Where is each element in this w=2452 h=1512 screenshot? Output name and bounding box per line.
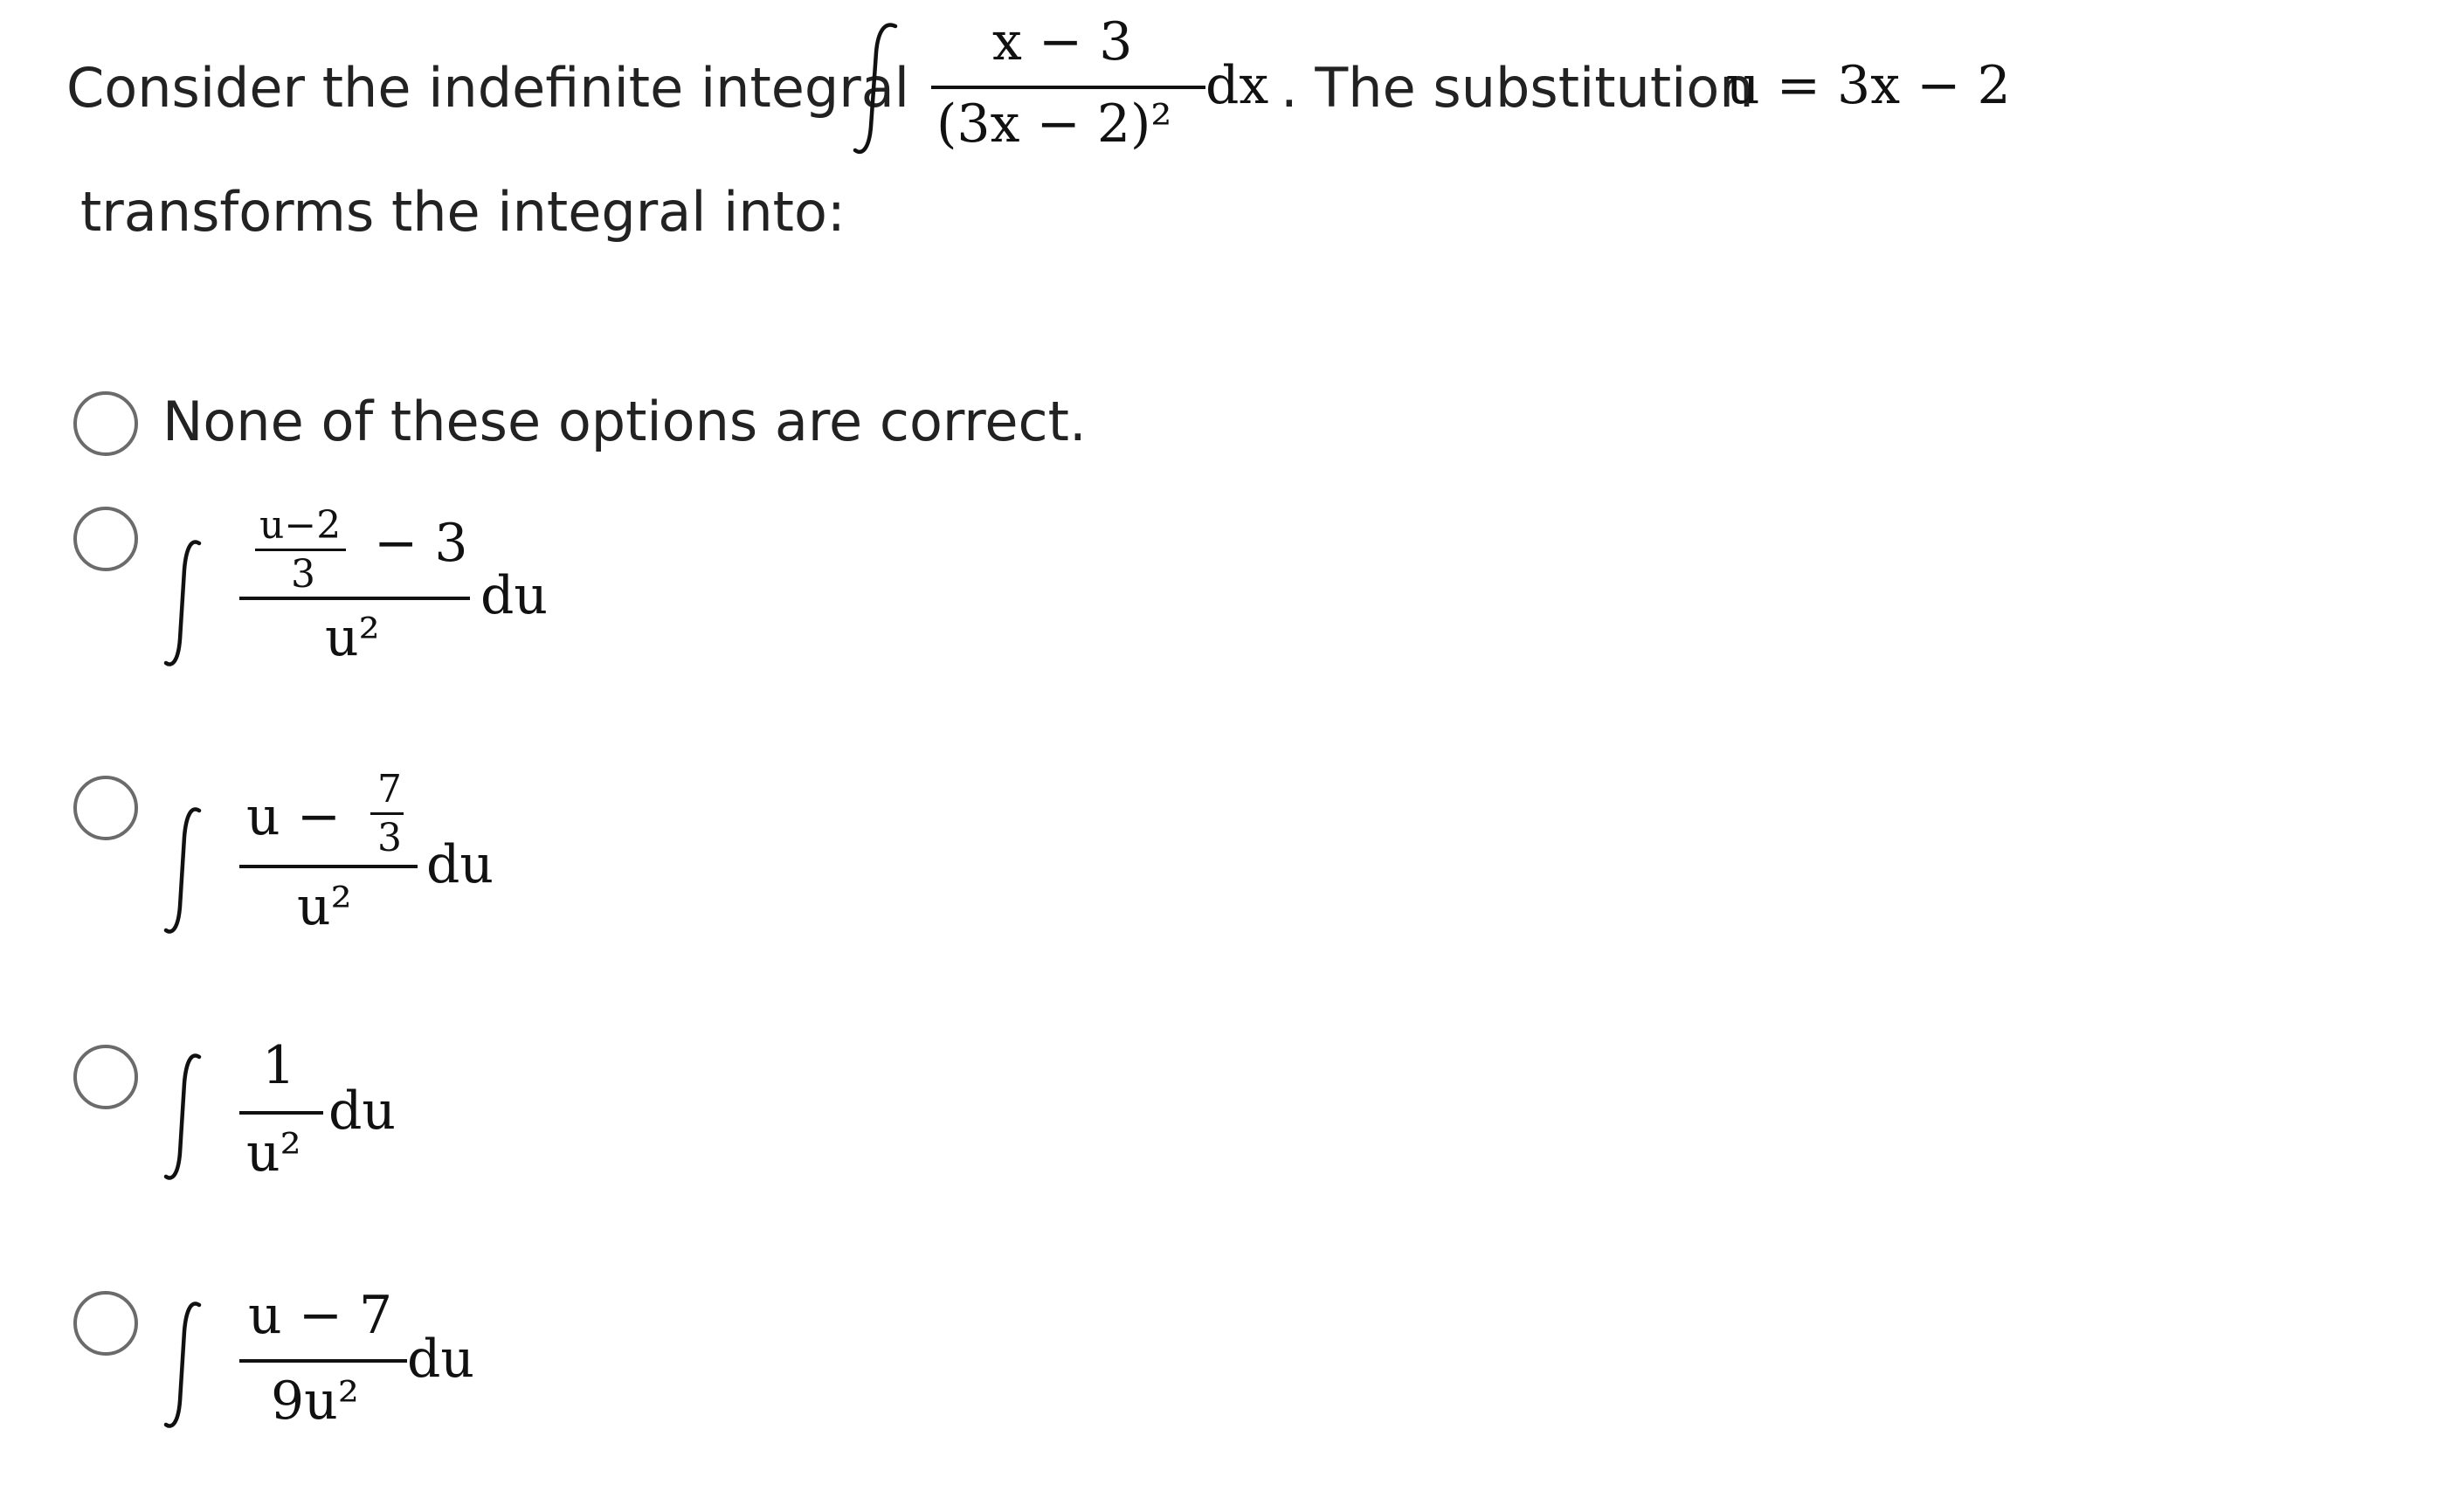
option-d-differential: du — [407, 1329, 475, 1390]
option-a-inner-numerator: u−2 — [259, 503, 342, 548]
option-a-numerator-rest: − 3 — [374, 513, 468, 574]
option-b-inner-fraction-bar — [370, 812, 404, 815]
integral-sign — [852, 17, 904, 162]
option-c-differential: du — [328, 1080, 397, 1142]
option-a-fraction-bar — [239, 597, 470, 600]
integral-fraction-bar — [931, 86, 1205, 89]
radio-button-c[interactable] — [73, 1045, 138, 1109]
integral-denominator: (3x − 2)² — [936, 93, 1172, 155]
radio-button-none[interactable] — [73, 391, 138, 456]
integral-sign — [162, 535, 206, 674]
question-text-before: Consider the indefinite integral — [66, 56, 909, 120]
option-c-fraction-bar — [239, 1111, 323, 1115]
integral-differential: dx — [1205, 55, 1269, 116]
option-d-numerator: u − 7 — [248, 1285, 393, 1346]
substitution-expression: u = 3x − 2 — [1726, 55, 2011, 116]
option-b-fraction-bar — [239, 865, 418, 868]
question-text-after: . The substitution — [1281, 56, 1754, 120]
radio-button-b[interactable] — [73, 776, 138, 840]
option-d-fraction-bar — [239, 1359, 407, 1363]
radio-button-d[interactable] — [73, 1291, 138, 1356]
option-c-denominator: u² — [246, 1122, 301, 1184]
option-c-numerator: 1 — [262, 1035, 296, 1096]
option-d-denominator: 9u² — [271, 1370, 359, 1432]
option-a-inner-fraction-bar — [255, 549, 346, 551]
radio-button-a[interactable] — [73, 507, 138, 571]
option-b-numerator-left: u − — [246, 786, 341, 847]
integral-numerator: x − 3 — [992, 11, 1133, 72]
option-none-label: None of these options are correct. — [162, 390, 1087, 453]
option-a-denominator: u² — [325, 607, 380, 668]
option-a-differential: du — [480, 565, 549, 626]
integral-sign — [162, 1296, 206, 1436]
integral-sign — [162, 1048, 206, 1188]
option-b-differential: du — [426, 834, 494, 895]
option-a-inner-denominator: 3 — [291, 552, 315, 597]
option-b-denominator: u² — [297, 876, 352, 937]
integral-sign — [162, 802, 206, 942]
option-b-inner-numerator: 7 — [377, 767, 402, 811]
option-b-inner-denominator: 3 — [377, 816, 402, 860]
question-text-line2: transforms the integral into: — [80, 180, 846, 244]
